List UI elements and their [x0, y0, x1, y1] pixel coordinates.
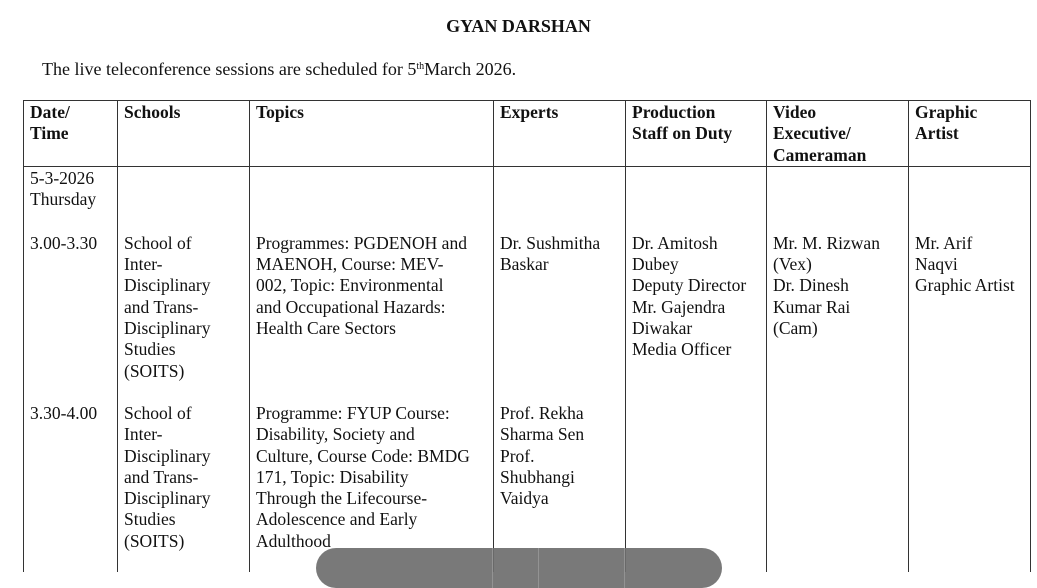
cell-line: Schools	[124, 102, 181, 122]
cell-line: Vaidya	[500, 488, 549, 509]
cell-line: Mr. Gajendra	[632, 296, 726, 317]
session-school	[118, 402, 250, 572]
cell-line: Cameraman	[773, 144, 867, 165]
session-row	[24, 232, 1031, 402]
document-title: GYAN DARSHAN	[446, 16, 591, 36]
empty-cell	[626, 166, 767, 232]
cell-line: Dubey	[632, 254, 679, 275]
session-topic	[250, 232, 494, 402]
cell-line: Studies	[124, 339, 176, 360]
cell-line: Shubhangi	[500, 466, 575, 487]
session-video-executive	[767, 232, 909, 402]
cell-line: Sharma Sen	[500, 424, 585, 445]
cell-line: Programme: FYUP Course:	[256, 402, 450, 423]
cell-line: Executive/	[773, 123, 851, 144]
cell-line: Disciplinary	[124, 488, 211, 509]
schedule-table	[23, 100, 1031, 572]
header-graphic-artist	[909, 101, 1031, 167]
session-experts	[494, 402, 626, 572]
cell-line: Baskar	[500, 254, 549, 275]
cell-line: Through the Lifecourse-	[256, 488, 428, 509]
session-graphic-artist	[909, 232, 1031, 402]
cell-line: Disciplinary	[124, 275, 211, 296]
cell-line: and Trans-	[124, 296, 199, 317]
cell-line: Disciplinary	[124, 318, 211, 339]
cell-line: Naqvi	[915, 254, 958, 275]
cell-line: Date/	[30, 102, 70, 122]
cell-line: and Trans-	[124, 466, 199, 487]
cell-line: Health Care Sectors	[256, 318, 396, 339]
session-topic	[250, 402, 494, 572]
cell-line: (SOITS)	[124, 360, 185, 381]
header-schools	[118, 101, 250, 167]
session-experts	[494, 232, 626, 402]
cell-line: (Vex)	[773, 254, 812, 275]
cell-line: Adolescence and Early	[256, 509, 418, 530]
session-time: 3.30-4.00	[24, 402, 118, 572]
cell-line: Thursday	[30, 189, 97, 210]
session-production-staff	[626, 402, 767, 572]
cell-line: Studies	[124, 509, 176, 530]
cell-line: Production	[632, 102, 716, 122]
intro-text-end: March 2026.	[424, 59, 517, 79]
empty-cell	[118, 166, 250, 232]
cell-line: Experts	[500, 102, 559, 122]
cell-line: Diwakar	[632, 318, 693, 339]
cell-line: Dr. Amitosh	[632, 232, 718, 253]
date-cell	[24, 166, 118, 232]
cell-line: (SOITS)	[124, 530, 185, 551]
cell-line: School of	[124, 402, 192, 423]
cell-line: Dr. Dinesh	[773, 275, 849, 296]
session-graphic-artist	[909, 402, 1031, 572]
cell-line: 171, Topic: Disability	[256, 466, 409, 487]
cell-line: Mr. M. Rizwan	[773, 232, 880, 253]
header-row	[24, 101, 1031, 167]
cell-line: Topics	[256, 102, 304, 122]
cell-line: Adulthood	[256, 530, 331, 551]
toolbar-divider	[492, 548, 493, 588]
cell-line: Mr. Arif	[915, 232, 973, 253]
toolbar-divider	[624, 548, 625, 588]
cell-line: Graphic	[915, 102, 978, 122]
session-video-executive	[767, 402, 909, 572]
header-production-staff	[626, 101, 767, 167]
cell-line: Graphic Artist	[915, 275, 1015, 296]
cell-line: Inter-	[124, 424, 163, 445]
empty-cell	[909, 166, 1031, 232]
cell-line: Deputy Director	[632, 275, 747, 296]
intro-date-suffix: th	[416, 61, 425, 72]
empty-cell	[494, 166, 626, 232]
intro-sentence	[42, 58, 516, 80]
cell-line: Inter-	[124, 254, 163, 275]
floating-toolbar[interactable]	[316, 548, 722, 588]
cell-line: and Occupational Hazards:	[256, 296, 446, 317]
session-time: 3.00-3.30	[24, 232, 118, 402]
cell-line: 002, Topic: Environmental	[256, 275, 444, 296]
empty-cell	[250, 166, 494, 232]
cell-line: Artist	[915, 123, 959, 144]
empty-cell	[767, 166, 909, 232]
session-row	[24, 402, 1031, 572]
cell-line: Time	[30, 123, 69, 144]
cell-line: School of	[124, 232, 192, 253]
cell-line: Prof.	[500, 445, 535, 466]
header-topics	[250, 101, 494, 167]
cell-line: (Cam)	[773, 318, 818, 339]
cell-line: Media Officer	[632, 339, 732, 360]
toolbar-divider	[538, 548, 539, 588]
session-production-staff	[626, 232, 767, 402]
cell-line: Video	[773, 102, 817, 122]
cell-line: Staff on Duty	[632, 123, 733, 144]
date-row	[24, 166, 1031, 232]
cell-line: Disciplinary	[124, 445, 211, 466]
header-date-time	[24, 101, 118, 167]
header-video-executive	[767, 101, 909, 167]
cell-line: Culture, Course Code: BMDG	[256, 445, 470, 466]
cell-line: Prof. Rekha	[500, 402, 584, 423]
cell-line: 5-3-2026	[30, 167, 95, 188]
cell-line: Disability, Society and	[256, 424, 415, 445]
header-experts	[494, 101, 626, 167]
cell-line: Kumar Rai	[773, 296, 851, 317]
intro-text-start: The live teleconference sessions are scheduled for 5	[42, 59, 417, 79]
cell-line: Programmes: PGDENOH and	[256, 232, 467, 253]
cell-line: Dr. Sushmitha	[500, 232, 601, 253]
cell-line: MAENOH, Course: MEV-	[256, 254, 444, 275]
session-school	[118, 232, 250, 402]
